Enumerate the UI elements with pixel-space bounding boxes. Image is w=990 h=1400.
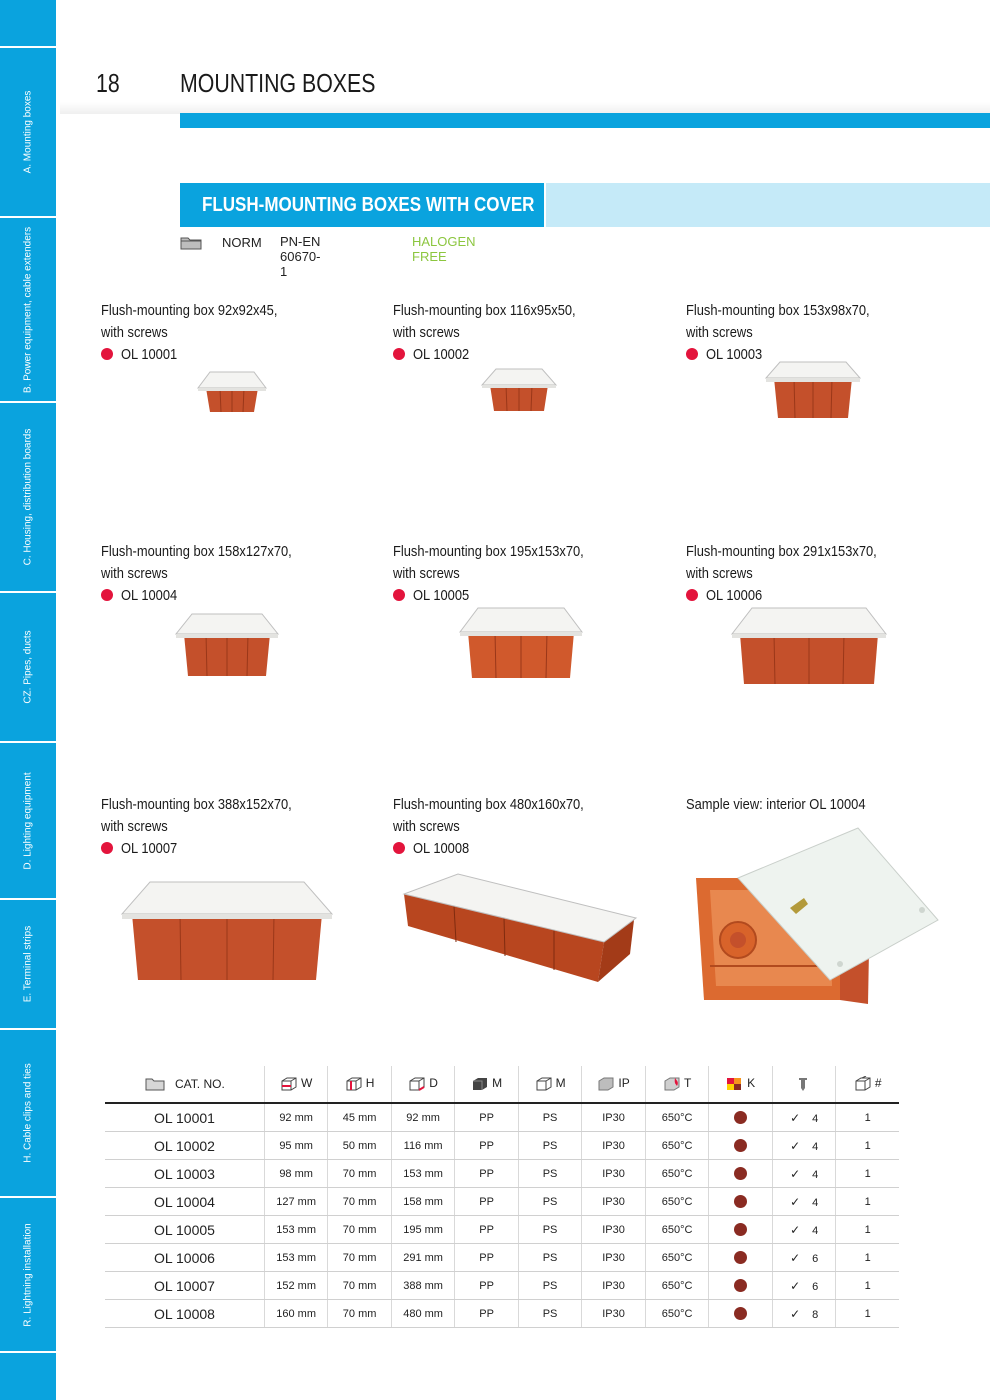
sidebar-top-cap xyxy=(0,0,56,48)
sidebar-tab-cable-clips[interactable] xyxy=(0,1030,56,1198)
cell-depth: 153 mm xyxy=(391,1160,454,1188)
color-dot-icon xyxy=(734,1195,747,1208)
product-subtitle: with screws xyxy=(393,565,460,582)
table-header-row xyxy=(105,1066,899,1103)
header-depth xyxy=(391,1066,454,1103)
page-title: MOUNTING BOXES xyxy=(180,68,376,98)
cell-screws xyxy=(772,1103,836,1132)
cell-quantity: 1 xyxy=(836,1272,899,1300)
box-ol10004-image xyxy=(174,612,280,678)
check-icon: ✓ xyxy=(790,1166,801,1181)
cell-depth: 388 mm xyxy=(391,1272,454,1300)
cell-screws xyxy=(772,1216,836,1244)
product-card xyxy=(101,541,361,607)
sidebar-tab-label: E. Terminal strips xyxy=(22,925,34,1003)
header-label: W xyxy=(300,1076,313,1091)
cell-width: 95 mm xyxy=(264,1132,327,1160)
code-dot-icon xyxy=(101,348,113,360)
cell-color xyxy=(709,1216,772,1244)
cell-temperature: 650°C xyxy=(645,1244,709,1272)
cell-temperature: 650°C xyxy=(645,1188,709,1216)
product-name: Flush-mounting box 153x98x70, xyxy=(686,302,870,319)
screw-count: 4 xyxy=(812,1168,819,1181)
sample-view-caption: Sample view: interior OL 10004 xyxy=(686,796,866,813)
box-ol10003-image xyxy=(764,358,862,420)
header-label: K xyxy=(747,1076,756,1091)
product-name: Flush-mounting box 92x92x45, xyxy=(101,302,278,319)
product-name: Flush-mounting box 195x153x70, xyxy=(393,543,584,560)
screw-count: 8 xyxy=(812,1308,819,1321)
code-dot-icon xyxy=(101,589,113,601)
header-color xyxy=(709,1066,772,1103)
screw-count: 6 xyxy=(812,1280,819,1293)
package-icon xyxy=(854,1076,872,1092)
product-name: Flush-mounting box 116x95x50, xyxy=(393,302,576,319)
cell-color xyxy=(709,1272,772,1300)
color-dot-icon xyxy=(734,1167,747,1180)
sidebar-tab-label: CZ. Pipes, ducts xyxy=(22,630,34,704)
product-subtitle: with screws xyxy=(393,324,460,341)
product-card xyxy=(101,300,361,366)
cell-color xyxy=(709,1244,772,1272)
cell-screws xyxy=(772,1132,836,1160)
product-name: Flush-mounting box 388x152x70, xyxy=(101,796,292,813)
header-accent-bar xyxy=(180,113,990,128)
check-icon: ✓ xyxy=(790,1222,801,1237)
ip-rating-icon xyxy=(597,1076,615,1092)
temperature-icon xyxy=(663,1076,681,1092)
code-dot-icon xyxy=(101,842,113,854)
header-label: M xyxy=(492,1076,503,1091)
cell-cat-no: OL 10003 xyxy=(105,1160,264,1188)
product-subtitle: with screws xyxy=(101,818,168,835)
cell-material-body: PP xyxy=(455,1244,518,1272)
table-row xyxy=(105,1132,899,1160)
code-dot-icon xyxy=(393,348,405,360)
table-row xyxy=(105,1160,899,1188)
box-ol10005-image xyxy=(458,606,584,680)
check-icon: ✓ xyxy=(790,1278,801,1293)
product-subtitle: with screws xyxy=(393,818,460,835)
cell-quantity: 1 xyxy=(836,1300,899,1328)
cell-temperature: 650°C xyxy=(645,1300,709,1328)
cell-cat-no: OL 10004 xyxy=(105,1188,264,1216)
cell-cat-no: OL 10006 xyxy=(105,1244,264,1272)
cell-depth: 195 mm xyxy=(391,1216,454,1244)
header-label: IP xyxy=(618,1076,630,1091)
page-number: 18 xyxy=(96,68,120,98)
cell-height: 70 mm xyxy=(328,1216,391,1244)
cell-quantity: 1 xyxy=(836,1132,899,1160)
color-dot-icon xyxy=(734,1111,747,1124)
sidebar-tab-label: D. Lighting equipment xyxy=(22,771,34,870)
cell-ip: IP30 xyxy=(582,1216,646,1244)
product-card xyxy=(101,794,361,860)
screw-count: 4 xyxy=(812,1224,819,1237)
header-label: T xyxy=(683,1076,692,1091)
height-cube-icon xyxy=(345,1076,363,1092)
cell-color xyxy=(709,1160,772,1188)
header-label: M xyxy=(555,1076,566,1091)
cell-depth: 480 mm xyxy=(391,1300,454,1328)
header-screws xyxy=(772,1066,836,1103)
screw-count: 4 xyxy=(812,1196,819,1209)
cell-width: 153 mm xyxy=(264,1216,327,1244)
table-row xyxy=(105,1216,899,1244)
cell-height: 70 mm xyxy=(328,1160,391,1188)
cell-depth: 291 mm xyxy=(391,1244,454,1272)
header-label: CAT. NO. xyxy=(175,1076,225,1091)
folder-icon xyxy=(180,235,202,250)
code-dot-icon xyxy=(686,589,698,601)
cell-cat-no: OL 10005 xyxy=(105,1216,264,1244)
cell-material-cover: PS xyxy=(518,1300,581,1328)
cell-quantity: 1 xyxy=(836,1160,899,1188)
cell-height: 70 mm xyxy=(328,1188,391,1216)
product-code: OL 10007 xyxy=(121,840,178,857)
color-dot-icon xyxy=(734,1279,747,1292)
cell-temperature: 650°C xyxy=(645,1103,709,1132)
product-card xyxy=(393,300,653,366)
cell-material-cover: PS xyxy=(518,1132,581,1160)
product-subtitle: with screws xyxy=(686,565,753,582)
product-code: OL 10003 xyxy=(706,346,763,363)
sidebar-tab-mounting-boxes[interactable] xyxy=(0,48,56,218)
cell-temperature: 650°C xyxy=(645,1272,709,1300)
screw-icon xyxy=(798,1076,808,1092)
cell-ip: IP30 xyxy=(582,1188,646,1216)
cell-height: 70 mm xyxy=(328,1300,391,1328)
check-icon: ✓ xyxy=(790,1306,801,1321)
sidebar-tab-label: H. Cable clips and ties xyxy=(22,1063,34,1163)
cell-material-body: PP xyxy=(455,1272,518,1300)
cell-ip: IP30 xyxy=(582,1132,646,1160)
cell-width: 92 mm xyxy=(264,1103,327,1132)
header-label: H xyxy=(365,1076,375,1091)
cell-color xyxy=(709,1103,772,1132)
product-card xyxy=(686,300,946,366)
table-row xyxy=(105,1272,899,1300)
product-code: OL 10008 xyxy=(413,840,470,857)
box-ol10004-interior-image xyxy=(690,826,940,1006)
header-label: D xyxy=(429,1076,438,1091)
sidebar-tab-label: B. Power equipment, cable extenders xyxy=(22,226,34,393)
table-row xyxy=(105,1103,899,1132)
cell-temperature: 650°C xyxy=(645,1216,709,1244)
header-cat-no xyxy=(105,1066,264,1103)
cell-screws xyxy=(772,1300,836,1328)
norm-value: PN-EN 60670-1 xyxy=(280,234,321,279)
cell-screws xyxy=(772,1244,836,1272)
section-title-text: FLUSH-MOUNTING BOXES WITH COVER xyxy=(202,194,535,216)
cell-width: 153 mm xyxy=(264,1244,327,1272)
screw-count: 6 xyxy=(812,1252,819,1265)
sidebar xyxy=(0,0,56,1400)
cell-depth: 116 mm xyxy=(391,1132,454,1160)
sidebar-tab-pipes[interactable] xyxy=(0,593,56,743)
cell-material-body: PP xyxy=(455,1188,518,1216)
cell-quantity: 1 xyxy=(836,1244,899,1272)
table-row xyxy=(105,1188,899,1216)
cell-quantity: 1 xyxy=(836,1216,899,1244)
width-cube-icon xyxy=(280,1076,298,1092)
cell-cat-no: OL 10007 xyxy=(105,1272,264,1300)
section-bar-extension xyxy=(546,183,990,227)
product-subtitle: with screws xyxy=(101,324,168,341)
cell-height: 45 mm xyxy=(328,1103,391,1132)
sidebar-tab-label: A. Mounting boxes xyxy=(22,90,34,174)
cell-ip: IP30 xyxy=(582,1103,646,1132)
box-ol10008-image xyxy=(398,872,640,984)
cell-height: 50 mm xyxy=(328,1132,391,1160)
cell-width: 152 mm xyxy=(264,1272,327,1300)
color-cube-icon xyxy=(726,1076,744,1092)
cell-width: 98 mm xyxy=(264,1160,327,1188)
cell-width: 127 mm xyxy=(264,1188,327,1216)
cell-material-body: PP xyxy=(455,1216,518,1244)
cell-screws xyxy=(772,1160,836,1188)
header-ip xyxy=(582,1066,646,1103)
cell-cat-no: OL 10001 xyxy=(105,1103,264,1132)
table-row xyxy=(105,1300,899,1328)
product-subtitle: with screws xyxy=(101,565,168,582)
header-temperature xyxy=(645,1066,709,1103)
sidebar-tab-lightning[interactable] xyxy=(0,1198,56,1353)
header-label: # xyxy=(874,1076,882,1091)
header-height xyxy=(328,1066,391,1103)
cell-screws xyxy=(772,1188,836,1216)
section-title xyxy=(180,183,544,227)
screw-count: 4 xyxy=(812,1112,819,1125)
cell-quantity: 1 xyxy=(836,1188,899,1216)
cell-ip: IP30 xyxy=(582,1272,646,1300)
product-card xyxy=(393,794,653,860)
code-dot-icon xyxy=(686,348,698,360)
cell-screws xyxy=(772,1272,836,1300)
code-dot-icon xyxy=(393,842,405,854)
product-name: Flush-mounting box 480x160x70, xyxy=(393,796,584,813)
cell-temperature: 650°C xyxy=(645,1132,709,1160)
halogen-free-label: HALOGEN FREE xyxy=(412,234,476,264)
cell-material-cover: PS xyxy=(518,1160,581,1188)
screw-count: 4 xyxy=(812,1140,819,1153)
color-dot-icon xyxy=(734,1307,747,1320)
box-ol10006-image xyxy=(730,606,888,686)
table-body xyxy=(105,1103,899,1328)
cell-color xyxy=(709,1132,772,1160)
box-ol10007-image xyxy=(120,880,334,982)
box-ol10001-image xyxy=(196,368,268,414)
material-cover-icon xyxy=(535,1076,553,1092)
norm-label: NORM xyxy=(222,235,262,250)
cell-color xyxy=(709,1300,772,1328)
folder-icon xyxy=(145,1077,165,1091)
sidebar-tab-terminal-strips[interactable] xyxy=(0,900,56,1030)
product-subtitle: with screws xyxy=(686,324,753,341)
cell-height: 70 mm xyxy=(328,1244,391,1272)
cell-ip: IP30 xyxy=(582,1300,646,1328)
check-icon: ✓ xyxy=(790,1194,801,1209)
sidebar-tab-housing[interactable] xyxy=(0,403,56,593)
product-card xyxy=(393,541,653,607)
depth-cube-icon xyxy=(408,1076,426,1092)
product-name: Flush-mounting box 158x127x70, xyxy=(101,543,292,560)
check-icon: ✓ xyxy=(790,1250,801,1265)
spec-table xyxy=(105,1066,899,1328)
header-material-cover xyxy=(518,1066,581,1103)
cell-material-cover: PS xyxy=(518,1272,581,1300)
product-code: OL 10004 xyxy=(121,587,178,604)
product-card xyxy=(686,541,946,607)
check-icon: ✓ xyxy=(790,1138,801,1153)
sample-view-card xyxy=(686,794,946,816)
sidebar-tab-lighting[interactable] xyxy=(0,743,56,900)
cell-width: 160 mm xyxy=(264,1300,327,1328)
color-dot-icon xyxy=(734,1251,747,1264)
sidebar-tab-label: R. Lightning installation xyxy=(22,1222,34,1327)
cell-material-cover: PS xyxy=(518,1103,581,1132)
box-ol10002-image xyxy=(480,365,558,413)
cell-material-cover: PS xyxy=(518,1188,581,1216)
cell-height: 70 mm xyxy=(328,1272,391,1300)
check-icon: ✓ xyxy=(790,1110,801,1125)
sidebar-tab-power-equipment[interactable] xyxy=(0,218,56,403)
cell-cat-no: OL 10008 xyxy=(105,1300,264,1328)
header-quantity xyxy=(836,1066,899,1103)
cell-material-cover: PS xyxy=(518,1216,581,1244)
cell-material-body: PP xyxy=(455,1160,518,1188)
color-dot-icon xyxy=(734,1223,747,1236)
cell-ip: IP30 xyxy=(582,1160,646,1188)
cell-temperature: 650°C xyxy=(645,1160,709,1188)
cell-quantity: 1 xyxy=(836,1103,899,1132)
product-name: Flush-mounting box 291x153x70, xyxy=(686,543,877,560)
cell-ip: IP30 xyxy=(582,1244,646,1272)
table-row xyxy=(105,1244,899,1272)
cell-material-cover: PS xyxy=(518,1244,581,1272)
cell-material-body: PP xyxy=(455,1103,518,1132)
cell-depth: 92 mm xyxy=(391,1103,454,1132)
header-material-body xyxy=(455,1066,518,1103)
header-width xyxy=(264,1066,327,1103)
product-code: OL 10005 xyxy=(413,587,470,604)
sidebar-tab-label: C. Housing, distribution boards xyxy=(22,428,34,566)
cell-material-body: PP xyxy=(455,1132,518,1160)
cell-material-body: PP xyxy=(455,1300,518,1328)
cell-color xyxy=(709,1188,772,1216)
cell-cat-no: OL 10002 xyxy=(105,1132,264,1160)
product-code: OL 10002 xyxy=(413,346,470,363)
code-dot-icon xyxy=(393,589,405,601)
material-body-icon xyxy=(471,1076,489,1092)
color-dot-icon xyxy=(734,1139,747,1152)
product-code: OL 10001 xyxy=(121,346,178,363)
product-code: OL 10006 xyxy=(706,587,763,604)
cell-depth: 158 mm xyxy=(391,1188,454,1216)
